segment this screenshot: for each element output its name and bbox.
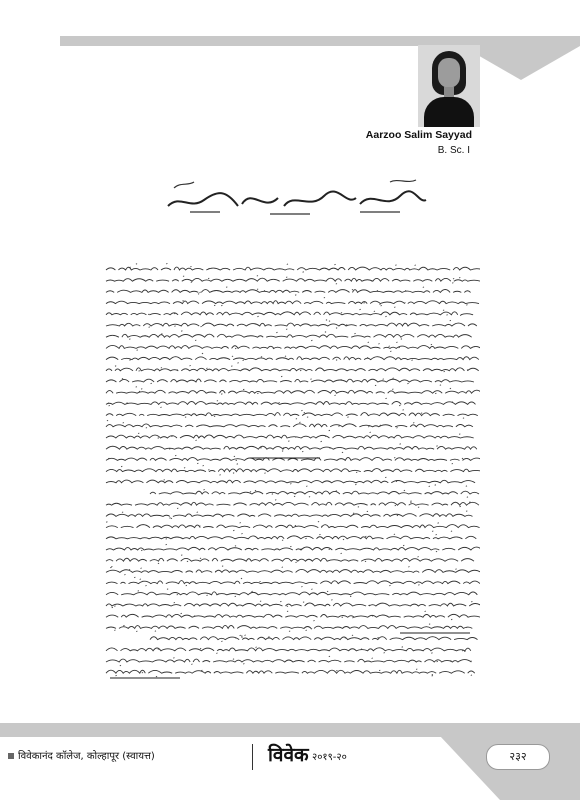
handwritten-line: [106, 536, 476, 539]
magazine-logo: विवेक: [268, 744, 309, 766]
handwritten-line: [106, 581, 480, 584]
handwritten-line: [106, 334, 475, 337]
handwritten-line: [106, 648, 474, 651]
footer-divider: [252, 744, 253, 770]
handwritten-line: [106, 290, 474, 293]
handwritten-line: [106, 625, 472, 628]
handwritten-line: [106, 379, 474, 382]
handwritten-line: [106, 558, 474, 561]
handwritten-line: [106, 390, 480, 393]
handwritten-line: [106, 480, 475, 483]
handwritten-line: [106, 569, 480, 572]
handwritten-line: [106, 312, 473, 315]
header-band: [60, 36, 580, 46]
handwritten-line: [106, 368, 479, 371]
handwritten-line: [106, 278, 480, 281]
page-number: २३२: [486, 744, 550, 770]
author-photo: [418, 45, 480, 127]
handwritten-line: [150, 491, 479, 494]
handwritten-line: [106, 469, 480, 472]
handwritten-line: [106, 345, 480, 348]
handwritten-line: [106, 402, 476, 405]
footer-year: २०१९-२०: [312, 752, 347, 763]
handwritten-line: [106, 525, 480, 528]
article-body-handwriting: [100, 170, 480, 700]
handwritten-article: [100, 170, 480, 700]
handwritten-line: [106, 435, 474, 438]
handwritten-line: [150, 637, 478, 640]
handwritten-line: [106, 424, 473, 427]
handwritten-line: [106, 301, 479, 304]
handwritten-line: [106, 614, 480, 617]
handwritten-line: [106, 514, 473, 517]
handwritten-line: [106, 659, 474, 662]
handwritten-line: [106, 357, 479, 360]
handwritten-line: [106, 267, 480, 270]
footer-college: विवेकानंद कॉलेज, कोल्हापूर (स्वायत्त): [8, 748, 155, 762]
handwritten-line: [106, 670, 478, 673]
handwritten-line: [106, 592, 477, 595]
author-name: Aarzoo Salim Sayyad: [365, 129, 472, 141]
handwritten-line: [106, 446, 477, 449]
handwritten-line: [106, 547, 480, 550]
author-class: B. Sc. I: [437, 145, 470, 156]
handwritten-line: [106, 603, 480, 606]
handwritten-line: [106, 502, 479, 505]
footer-band: [0, 722, 580, 736]
